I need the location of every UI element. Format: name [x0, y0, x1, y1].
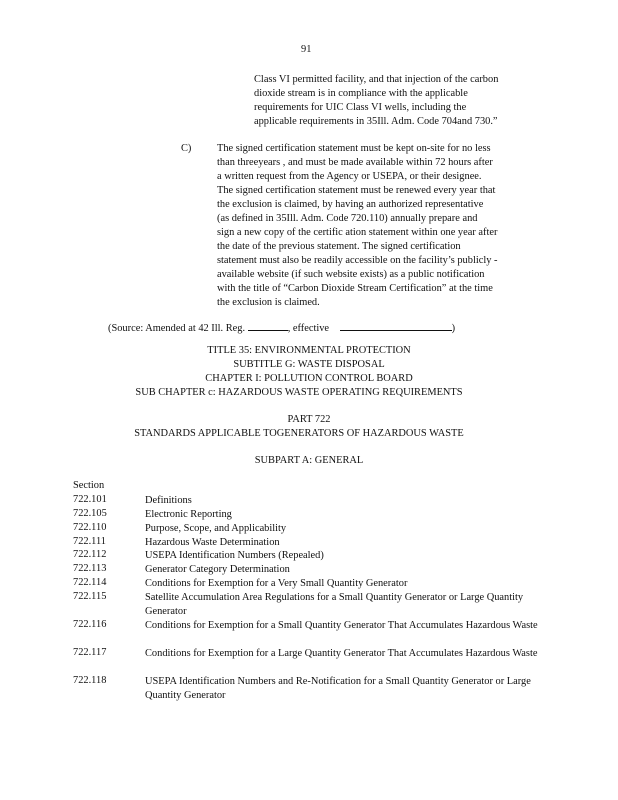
- source-middle: , effective: [287, 323, 330, 334]
- title-heading: TITLE 35: ENVIRONMENTAL PROTECTION: [207, 345, 411, 356]
- section-title: Hazardous Waste Determination: [145, 537, 280, 548]
- item-line: sign a new copy of the certific ation statement within one year after: [217, 227, 498, 238]
- section-title: Electronic Reporting: [145, 509, 232, 520]
- source-suffix: ): [451, 323, 456, 334]
- section-title: Conditions for Exemption for a Small Quantity Generator That Accumulates Hazardous Waste: [145, 620, 538, 631]
- item-line: available website (if such website exists) as a public notification: [217, 269, 485, 280]
- item-line: The signed certification statement must be kept on-site for no less: [217, 143, 491, 154]
- page-number: 91: [301, 44, 312, 55]
- section-title: Conditions for Exemption for a Very Small Quantity Generator: [145, 578, 408, 589]
- subchapter-heading: SUB CHAPTER c: HAZARDOUS WASTE OPERATING REQUIREMENTS: [135, 387, 463, 398]
- item-line: the exclusion is claimed, by having an authorized representative: [217, 199, 484, 210]
- source-prefix: (Source: Amended at 42 Ill. Reg.: [108, 323, 246, 334]
- section-title: Purpose, Scope, and Applicability: [145, 523, 287, 534]
- section-title: USEPA Identification Numbers (Repealed): [145, 550, 324, 561]
- subpart-heading: SUBPART A: GENERAL: [254, 455, 364, 466]
- section-number: 722.117: [73, 647, 107, 658]
- item-line: with the title of “Carbon Dioxide Stream Certification” at the time: [217, 283, 493, 294]
- subtitle-heading: SUBTITLE G: WASTE DISPOSAL: [233, 359, 385, 370]
- section-number: 722.114: [73, 577, 107, 588]
- section-label: Section: [73, 480, 105, 491]
- section-number: 722.112: [73, 549, 107, 560]
- section-number: 722.111: [73, 536, 106, 547]
- quote-line: dioxide stream is in compliance with the applicable: [254, 88, 468, 99]
- item-line: (as defined in 35Ill. Adm. Code 720.110) annually prepare and: [217, 213, 478, 224]
- item-line: than threeyears , and must be made available within 72 hours after: [217, 157, 493, 168]
- item-line: statement must also be readily accessible on the facility’s publicly -: [217, 255, 498, 266]
- reg-blank: [248, 320, 288, 331]
- item-line: The signed certification statement must be renewed every year that: [217, 185, 496, 196]
- quote-line: Class VI permitted facility, and that injection of the carbon: [254, 74, 499, 85]
- chapter-heading: CHAPTER I: POLLUTION CONTROL BOARD: [205, 373, 413, 384]
- section-title: Satellite Accumulation Area Regulations for a Small Quantity Generator or Large Quantity Generator: [145, 592, 524, 617]
- section-title: Generator Category Determination: [145, 564, 290, 575]
- section-number: 722.118: [73, 675, 107, 686]
- source-line: [108, 320, 455, 335]
- section-title: Conditions for Exemption for a Large Quantity Generator That Accumulates Hazardous Waste: [145, 648, 538, 659]
- item-label: C): [181, 143, 192, 154]
- section-title: Definitions: [145, 495, 192, 506]
- item-line: the date of the previous statement. The signed certification: [217, 241, 461, 252]
- section-title: USEPA Identification Numbers and Re-Notification for a Small Quantity Generator or Large Quantity Generator: [145, 676, 531, 701]
- section-number: 722.115: [73, 591, 107, 602]
- section-number: 722.105: [73, 508, 107, 519]
- section-number: 722.110: [73, 522, 107, 533]
- section-number: 722.113: [73, 563, 107, 574]
- section-number: 722.116: [73, 619, 107, 630]
- effective-blank: [340, 320, 452, 331]
- part-title: STANDARDS APPLICABLE TOGENERATORS OF HAZARDOUS WASTE: [134, 428, 464, 439]
- quote-line: applicable requirements in 35Ill. Adm. Code 704and 730.”: [254, 116, 498, 127]
- part-heading: PART 722: [287, 414, 331, 425]
- quote-line: requirements for UIC Class VI wells, including the: [254, 102, 467, 113]
- item-line: a written request from the Agency or USEPA, or their designee.: [217, 171, 482, 182]
- section-number: 722.101: [73, 494, 107, 505]
- item-line: the exclusion is claimed.: [217, 297, 320, 308]
